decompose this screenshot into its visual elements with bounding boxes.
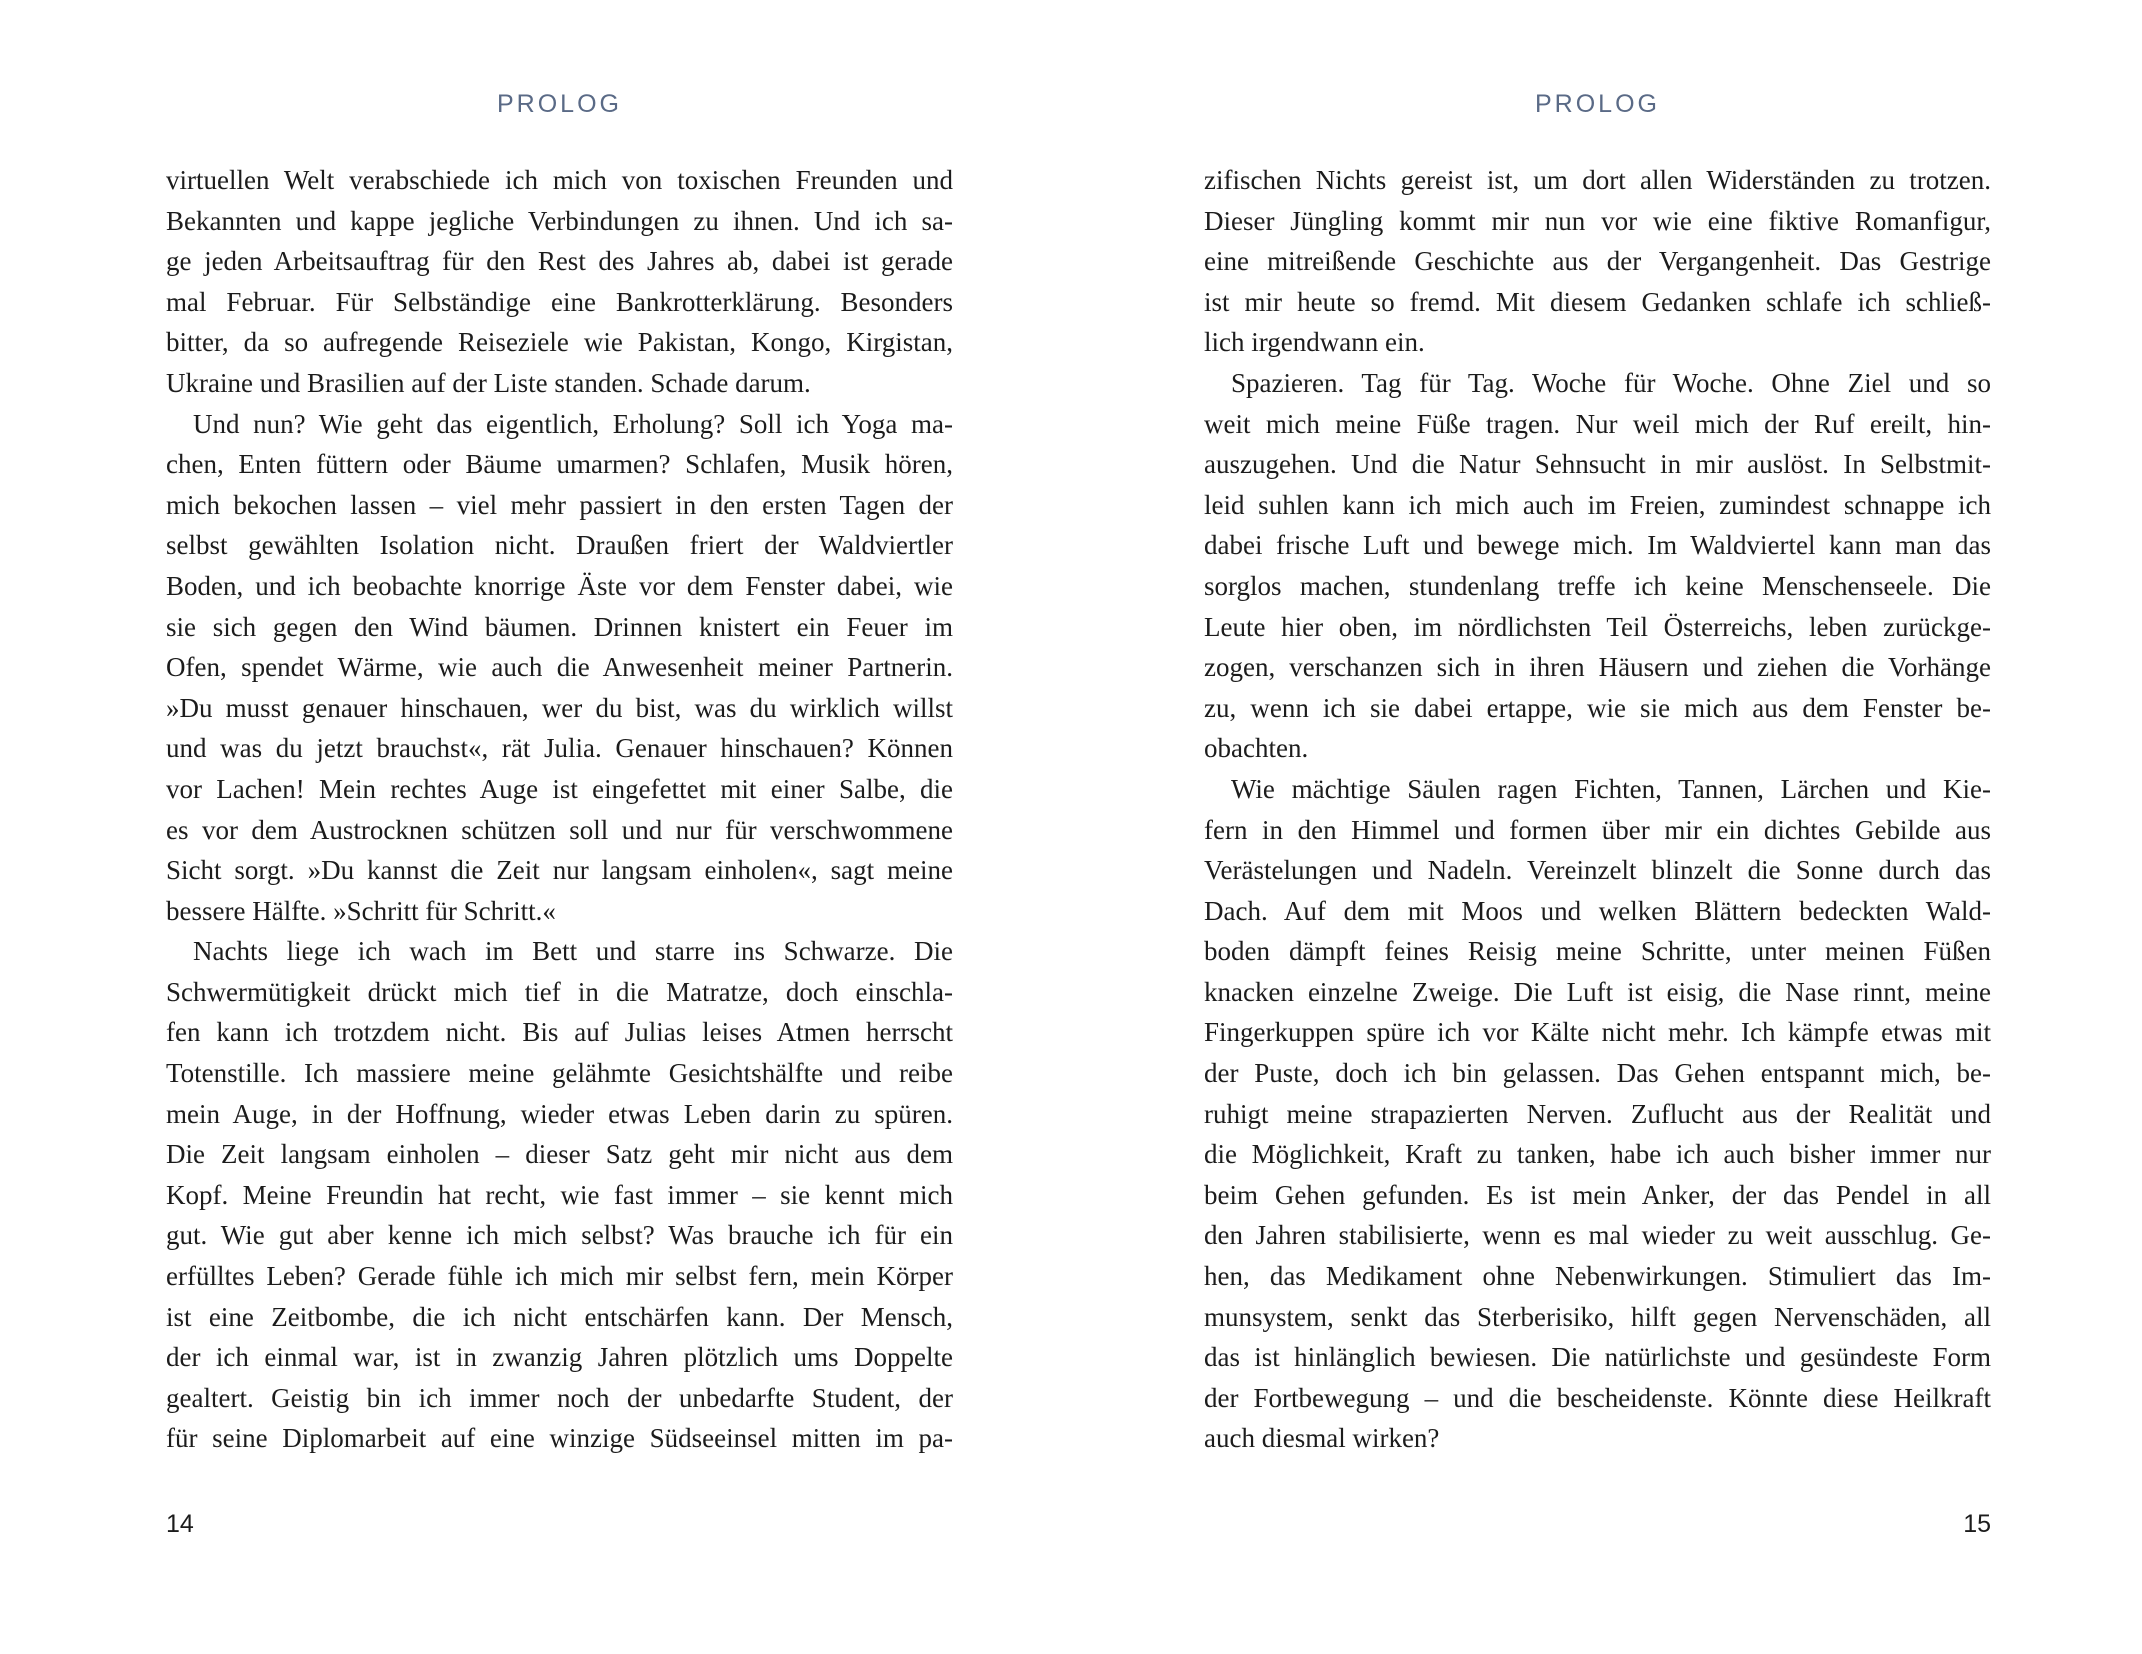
text-line: weit mich meine Füße tragen. Nur weil mich der Ruf ereilt, hin- <box>1204 408 1991 439</box>
text-line: ge jeden Arbeitsauftrag für den Rest des Jahres ab, dabei ist gerade <box>166 246 953 277</box>
text-line: zogen, verschanzen sich in ihren Häusern und ziehen die Vorhänge <box>1204 652 1991 683</box>
text-line: selbst gewählten Isolation nicht. Draußen friert der Waldviertler <box>166 530 953 561</box>
text-line: Boden, und ich beobachte knorrige Äste vor dem Fenster dabei, wie <box>166 570 953 601</box>
text-line: gut. Wie gut aber kenne ich mich selbst? Was brauche ich für ein <box>166 1220 953 1251</box>
text-line: Dieser Jüngling kommt mir nun vor wie eine fiktive Romanfigur, <box>1204 205 1991 236</box>
text-line: und was du jetzt brauchst«, rät Julia. Genauer hinschauen? Können <box>166 733 953 764</box>
body-text-right <box>1204 160 1991 1459</box>
text-line: Sicht sorgt. »Du kannst die Zeit nur langsam einholen«, sagt meine <box>166 855 953 886</box>
text-line: Kopf. Meine Freundin hat recht, wie fast immer – sie kennt mich <box>166 1179 953 1210</box>
text-line: knacken einzelne Zweige. Die Luft ist eisig, die Nase rinnt, meine <box>1204 976 1991 1007</box>
text-line: bessere Hälfte. »Schritt für Schritt.« <box>166 895 556 926</box>
text-line: Totenstille. Ich massiere meine gelähmte Gesichtshälfte und reibe <box>166 1058 953 1089</box>
text-line: ist eine Zeitbombe, die ich nicht entschärfen kann. Der Mensch, <box>166 1301 953 1332</box>
text-line: Verästelungen und Nadeln. Vereinzelt blinzelt die Sonne durch das <box>1204 855 1991 886</box>
text-line: eine mitreißende Geschichte aus der Vergangenheit. Das Gestrige <box>1204 246 1991 277</box>
running-head-left: PROLOG <box>497 90 622 118</box>
text-line: zu, wenn ich sie dabei ertappe, wie sie mich aus dem Fenster be- <box>1204 692 1991 723</box>
text-line: Ofen, spendet Wärme, wie auch die Anwesenheit meiner Partnerin. <box>166 652 953 683</box>
text-line: gealtert. Geistig bin ich immer noch der unbedarfte Student, der <box>166 1382 953 1413</box>
text-line: ruhigt meine strapazierten Nerven. Zuflucht aus der Realität und <box>1204 1098 1991 1129</box>
text-line: Spazieren. Tag für Tag. Woche für Woche. Ohne Ziel und so <box>1204 367 1991 398</box>
running-head-right: PROLOG <box>1535 90 1660 118</box>
text-line: für seine Diplomarbeit auf eine winzige Südseeinsel mitten im pa- <box>166 1423 953 1454</box>
page-number-left: 14 <box>166 1510 194 1538</box>
text-line: mich bekochen lassen – viel mehr passiert in den ersten Tagen der <box>166 489 953 520</box>
text-line: Dach. Auf dem mit Moos und welken Blättern bedeckten Wald- <box>1204 895 1991 926</box>
body-text-left <box>166 160 953 1459</box>
text-line: Schwermütigkeit drückt mich tief in die Matratze, doch einschla- <box>166 976 953 1007</box>
text-line: »Du musst genauer hinschauen, wer du bist, was du wirklich willst <box>166 692 953 723</box>
text-line: das ist hinlänglich bewiesen. Die natürlichste und gesündeste Form <box>1204 1342 1991 1373</box>
text-line: erfülltes Leben? Gerade fühle ich mich mir selbst fern, mein Körper <box>166 1261 953 1292</box>
page-number-right: 15 <box>1963 1510 1991 1538</box>
text-line: der ich einmal war, ist in zwanzig Jahren plötzlich ums Doppelte <box>166 1342 953 1373</box>
text-line: mein Auge, in der Hoffnung, wieder etwas Leben darin zu spüren. <box>166 1098 953 1129</box>
text-line: fern in den Himmel und formen über mir ein dichtes Gebilde aus <box>1204 814 1991 845</box>
text-line: boden dämpft feines Reisig meine Schritte, unter meinen Füßen <box>1204 936 1991 967</box>
text-line: es vor dem Austrocknen schützen soll und nur für verschwommene <box>166 814 953 845</box>
text-line: beim Gehen gefunden. Es ist mein Anker, der das Pendel in all <box>1204 1179 1991 1210</box>
text-line: dabei frische Luft und bewege mich. Im Waldviertel kann man das <box>1204 530 1991 561</box>
text-line: Fingerkuppen spüre ich vor Kälte nicht mehr. Ich kämpfe etwas mit <box>1204 1017 1991 1048</box>
text-line: munsystem, senkt das Sterberisiko, hilft gegen Nervenschäden, all <box>1204 1301 1991 1332</box>
text-line: sie sich gegen den Wind bäumen. Drinnen knistert ein Feuer im <box>166 611 953 642</box>
text-line: sorglos machen, stundenlang treffe ich keine Menschenseele. Die <box>1204 570 1991 601</box>
text-line: vor Lachen! Mein rechtes Auge ist eingefettet mit einer Salbe, die <box>166 773 953 804</box>
text-line: Wie mächtige Säulen ragen Fichten, Tannen, Lärchen und Kie- <box>1204 773 1991 804</box>
text-line: fen kann ich trotzdem nicht. Bis auf Julias leises Atmen herrscht <box>166 1017 953 1048</box>
text-line: auch diesmal wirken? <box>1204 1423 1440 1454</box>
text-line: den Jahren stabilisierte, wenn es mal wieder zu weit ausschlug. Ge- <box>1204 1220 1991 1251</box>
text-line: auszugehen. Und die Natur Sehnsucht in mir auslöst. In Selbstmit- <box>1204 449 1991 480</box>
text-line: Ukraine und Brasilien auf der Liste standen. Schade darum. <box>166 367 811 398</box>
text-line: obachten. <box>1204 733 1309 764</box>
text-line: die Möglichkeit, Kraft zu tanken, habe ich auch bisher immer nur <box>1204 1139 1991 1170</box>
text-line: chen, Enten füttern oder Bäume umarmen? Schlafen, Musik hören, <box>166 449 953 480</box>
text-line: ist mir heute so fremd. Mit diesem Gedanken schlafe ich schließ- <box>1204 286 1991 317</box>
text-line: Nachts liege ich wach im Bett und starre ins Schwarze. Die <box>166 936 953 967</box>
right-page <box>1071 0 2142 1654</box>
text-line: hen, das Medikament ohne Nebenwirkungen. Stimuliert das Im- <box>1204 1261 1991 1292</box>
text-line: Und nun? Wie geht das eigentlich, Erholung? Soll ich Yoga ma- <box>166 408 953 439</box>
text-line: Leute hier oben, im nördlichsten Teil Österreichs, leben zurückge- <box>1204 611 1991 642</box>
text-line: virtuellen Welt verabschiede ich mich von toxischen Freunden und <box>166 165 953 195</box>
text-line: lich irgendwann ein. <box>1204 327 1425 358</box>
text-line: Die Zeit langsam einholen – dieser Satz geht mir nicht aus dem <box>166 1139 953 1170</box>
text-line: leid suhlen kann ich mich auch im Freien, zumindest schnappe ich <box>1204 489 1991 520</box>
text-line: der Puste, doch ich bin gelassen. Das Gehen entspannt mich, be- <box>1204 1058 1991 1089</box>
text-line: Bekannten und kappe jegliche Verbindungen zu ihnen. Und ich sa- <box>166 205 953 236</box>
text-line: mal Februar. Für Selbständige eine Bankrotterklärung. Besonders <box>166 286 953 317</box>
text-line: zifischen Nichts gereist ist, um dort allen Widerständen zu trotzen. <box>1204 165 1991 195</box>
text-line: bitter, da so aufregende Reiseziele wie Pakistan, Kongo, Kirgistan, <box>166 327 953 358</box>
text-line: der Fortbewegung – und die bescheidenste. Könnte diese Heilkraft <box>1204 1382 1991 1413</box>
